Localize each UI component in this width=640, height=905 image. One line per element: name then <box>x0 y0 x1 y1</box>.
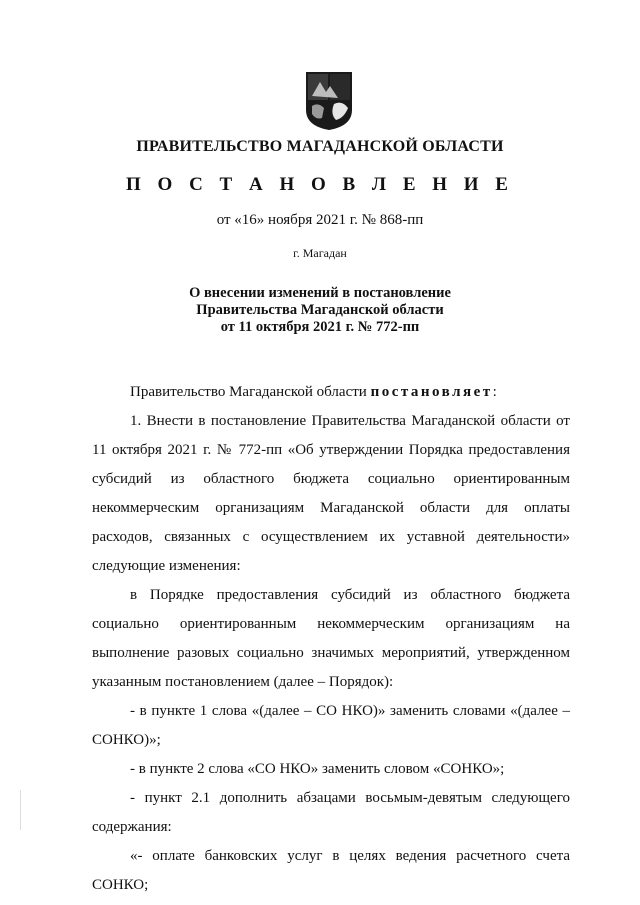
paragraph-3: - в пункте 1 слова «(далее – СО НКО)» заменить словами «(далее – СОНКО)»; <box>92 703 570 748</box>
document-body <box>92 378 570 900</box>
paragraph-6: «- оплате банковских услуг в целях ведения расчетного счета СОНКО; <box>92 848 570 893</box>
organization-name: ПРАВИТЕЛЬСТВО МАГАДАНСКОЙ ОБЛАСТИ <box>136 138 504 155</box>
paragraph-5: - пункт 2.1 дополнить абзацами восьмым-девятым следующего содержания: <box>92 790 570 835</box>
intro-suffix: : <box>492 384 497 400</box>
intro-paragraph <box>92 378 570 407</box>
paragraph-2: в Порядке предоставления субсидий из областного бюджета социально ориентированным некоммерческим организациям на выполнение разовых социально значимых мероприятий, утвержденном указанным постановлением (далее – Порядок): <box>92 587 570 690</box>
subject-line-2: Правительства Магаданской области <box>196 302 444 318</box>
paragraph-4: - в пункте 2 слова «СО НКО» заменить словом «СОНКО»; <box>130 761 505 777</box>
scan-artifact <box>20 790 21 830</box>
subject-line-1: О внесении изменений в постановление <box>189 285 451 301</box>
paragraph-1: 1. Внести в постановление Правительства Магаданской области от 11 октября 2021 г. № 772-пп «Об утверждении Порядка предоставления субсидий из областного бюджета социально ориентированным некоммерческим организациям Магаданской области для оплаты расходов, связанных с осуществлением их уставной деятельности» следующие изменения: <box>92 413 570 574</box>
intro-prefix: Правительство Магаданской области <box>130 384 371 400</box>
intro-decree-word: постановляет <box>370 384 493 400</box>
document-type: П О С Т А Н О В Л Е Н И Е <box>126 174 514 195</box>
document-date-number: от «16» ноября 2021 г. № 868-пп <box>216 212 424 228</box>
document-subject <box>0 285 640 336</box>
magadan-coat-of-arms-icon <box>304 70 354 132</box>
subject-line-3: от 11 октября 2021 г. № 772-пп <box>220 319 420 335</box>
document-city: г. Магадан <box>293 246 347 260</box>
